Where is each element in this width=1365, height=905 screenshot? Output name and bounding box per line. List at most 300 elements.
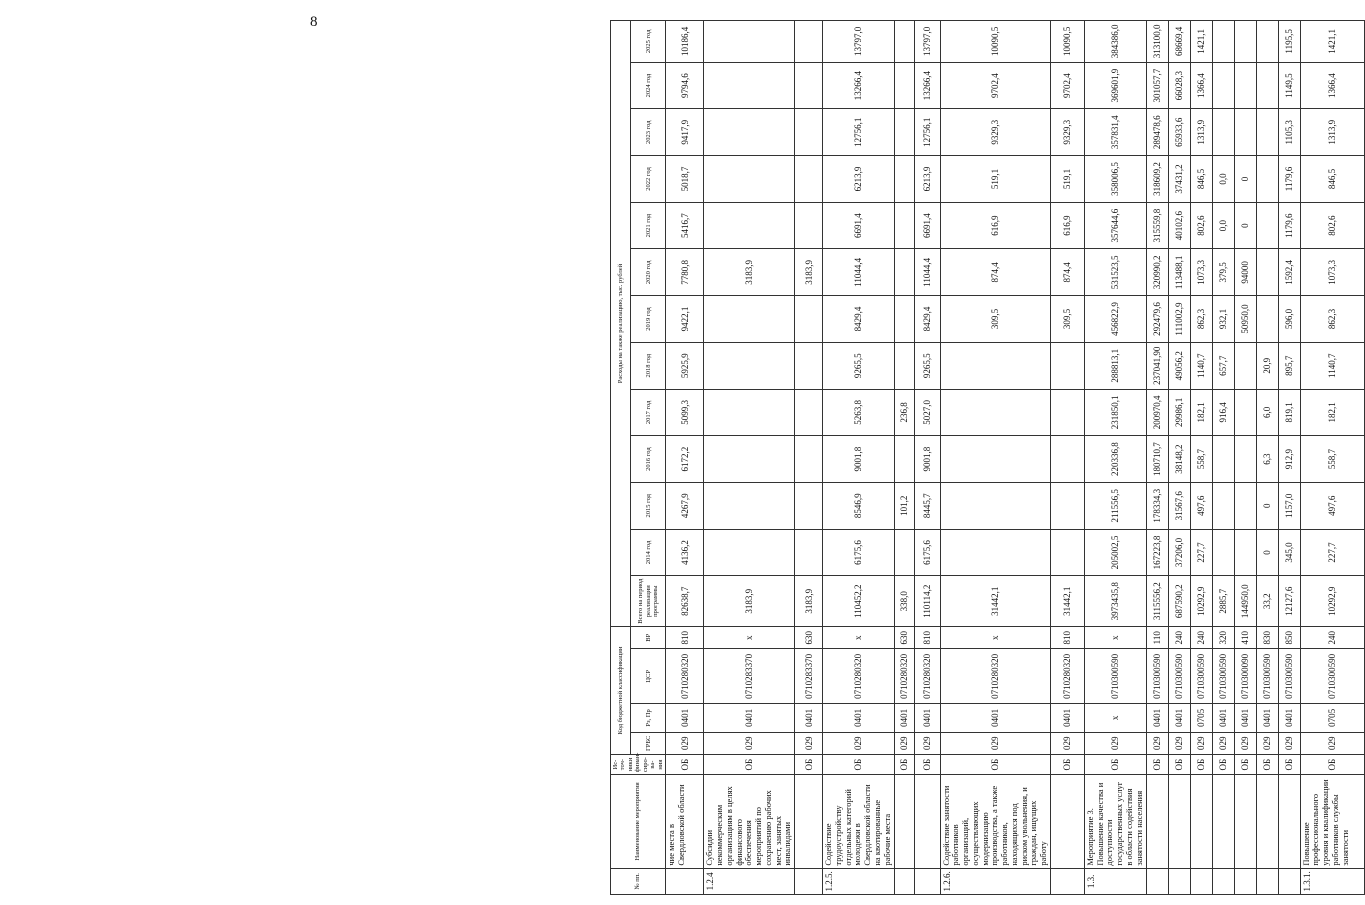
grbs-cell: 029 [666,732,704,754]
year-value-cell [1212,529,1234,576]
source-cell: ОБ [1212,754,1234,774]
grbs-cell: 029 [894,732,914,754]
total-cell: 110452,2 [823,576,894,627]
year-value-cell [894,109,914,156]
row-name [1050,775,1084,868]
row-name [795,775,823,868]
year-value-cell: 9417,9 [666,109,704,156]
year-value-cell: 912,9 [1278,436,1300,483]
source-cell: ОБ [914,754,940,774]
year-value-cell: 1149,5 [1278,62,1300,109]
header-year: 2023 год [631,109,666,156]
row-number: 1.3. [1084,868,1146,894]
year-value-cell [1212,482,1234,529]
row-number [1190,868,1212,894]
year-value-cell: 9794,6 [666,62,704,109]
year-value-cell: 3183,9 [795,249,823,296]
header-year: 2017 год [631,389,666,436]
total-cell: 110114,2 [914,576,940,627]
source-cell: ОБ [1190,754,1212,774]
year-value-cell: 236,8 [894,389,914,436]
row-number [1278,868,1300,894]
year-value-cell [795,389,823,436]
header-name: Наименование мероприятия [611,775,666,868]
grbs-cell: 029 [940,732,1050,754]
table-row [666,21,704,895]
year-value-cell: 12756,1 [914,109,940,156]
year-value-cell [1212,109,1234,156]
rzpr-cell: x [1084,704,1146,732]
year-value-cell: 596,0 [1278,296,1300,343]
year-value-cell: 497,6 [1300,482,1364,529]
table-body [666,21,1364,895]
total-cell: 31442,1 [940,576,1050,627]
year-value-cell: 11044,4 [823,249,894,296]
year-value-cell: 167223,8 [1146,529,1168,576]
grbs-cell: 029 [914,732,940,754]
year-value-cell [1256,109,1278,156]
row-number [1146,868,1168,894]
year-value-cell: 895,7 [1278,342,1300,389]
source-cell: ОБ [1234,754,1256,774]
year-value-cell [1256,21,1278,63]
rzpr-cell: 0705 [1190,704,1212,732]
year-value-cell: 558,7 [1190,436,1212,483]
year-value-cell [1234,436,1256,483]
rzpr-cell: 0401 [1212,704,1234,732]
year-value-cell: 7780,8 [666,249,704,296]
table-row [1212,21,1234,895]
year-value-cell: 6175,6 [914,529,940,576]
year-value-cell: 1179,6 [1278,202,1300,249]
csr-cell: 0710300590 [1168,649,1190,704]
year-value-cell: 1313,9 [1300,109,1364,156]
header-year: 2016 год [631,436,666,483]
year-value-cell [1256,296,1278,343]
source-cell: ОБ [704,754,795,774]
year-value-cell [894,62,914,109]
source-cell: ОБ [823,754,894,774]
year-value-cell: 384386,0 [1084,21,1146,63]
table-row [1168,21,1190,895]
year-value-cell [894,529,914,576]
year-value-cell: 13266,4 [914,62,940,109]
year-value-cell: 320990,2 [1146,249,1168,296]
csr-cell: 0710280320 [894,649,914,704]
year-value-cell: 9265,5 [914,342,940,389]
rzpr-cell: 0401 [1146,704,1168,732]
row-name: чие места в Свердловской области [666,775,704,868]
total-cell: 12127,6 [1278,576,1300,627]
total-cell: 10292,9 [1190,576,1212,627]
year-value-cell: 227,7 [1190,529,1212,576]
header-year: 2019 год [631,296,666,343]
year-value-cell: 205002,5 [1084,529,1146,576]
year-value-cell [894,342,914,389]
rzpr-cell: 0401 [1168,704,1190,732]
year-value-cell [795,21,823,63]
table-row [1084,21,1146,895]
grbs-cell: 029 [1256,732,1278,754]
year-value-cell: 1140,7 [1190,342,1212,389]
csr-cell: 0710300590 [1146,649,1168,704]
header-year: 2020 год [631,249,666,296]
row-name: Содействие трудоустройству отдельных категорий молодежи в Свердловской области на квотированные рабочие места [823,775,894,868]
budget-table [610,20,1365,895]
vr-cell: 410 [1234,627,1256,649]
year-value-cell: 66028,3 [1168,62,1190,109]
csr-cell: 0710283370 [704,649,795,704]
year-value-cell: 1366,4 [1190,62,1212,109]
header-year: 2025 год [631,21,666,63]
year-value-cell [704,389,795,436]
year-value-cell: 6691,4 [914,202,940,249]
csr-cell: 0710300590 [1256,649,1278,704]
year-value-cell: 846,5 [1300,156,1364,203]
year-value-cell: 65933,6 [1168,109,1190,156]
grbs-cell: 029 [795,732,823,754]
year-value-cell: 0 [1256,482,1278,529]
year-value-cell: 8546,9 [823,482,894,529]
year-value-cell: 8429,4 [914,296,940,343]
year-value-cell: 1366,4 [1300,62,1364,109]
row-number: 1.3.1. [1300,868,1364,894]
year-value-cell: 5925,9 [666,342,704,389]
grbs-cell: 029 [1300,732,1364,754]
row-name: Мероприятие 3. Повышение качества и доступности государственных услуг в области содействия занятости населения [1084,775,1146,868]
header-expenses-group: Расходы на также реализацию, тыс. рублей [611,21,631,627]
vr-cell: 850 [1278,627,1300,649]
year-value-cell: 11044,4 [914,249,940,296]
year-value-cell: 5027,0 [914,389,940,436]
total-cell: 3115556,2 [1146,576,1168,627]
header-year: 2022 год [631,156,666,203]
csr-cell: 0710300590 [1212,649,1234,704]
year-value-cell: 0 [1256,529,1278,576]
year-value-cell: 456822,9 [1084,296,1146,343]
year-value-cell: 12756,1 [823,109,894,156]
year-value-cell: 113488,1 [1168,249,1190,296]
year-value-cell: 357644,6 [1084,202,1146,249]
table-row [1190,21,1212,895]
source-cell: ОБ [1168,754,1190,774]
year-value-cell [1234,389,1256,436]
rzpr-cell: 0401 [795,704,823,732]
total-cell: 3973435,8 [1084,576,1146,627]
year-value-cell: 1105,3 [1278,109,1300,156]
year-value-cell: 4136,2 [666,529,704,576]
csr-cell: 0710300590 [1300,649,1364,704]
row-name [1278,775,1300,868]
row-number [666,868,704,894]
year-value-cell: 292479,6 [1146,296,1168,343]
year-value-cell: 4267,9 [666,482,704,529]
table-row [914,21,940,895]
year-value-cell: 345,0 [1278,529,1300,576]
year-value-cell: 8445,7 [914,482,940,529]
year-value-cell [704,109,795,156]
year-value-cell [1256,249,1278,296]
table-row [1278,21,1300,895]
year-value-cell [1050,482,1084,529]
year-value-cell: 5263,8 [823,389,894,436]
year-value-cell [795,62,823,109]
grbs-cell: 029 [1278,732,1300,754]
year-value-cell [1234,109,1256,156]
year-value-cell: 5018,7 [666,156,704,203]
year-value-cell: 301057,7 [1146,62,1168,109]
year-value-cell: 309,5 [1050,296,1084,343]
year-value-cell [1234,62,1256,109]
year-value-cell: 289478,6 [1146,109,1168,156]
year-value-cell: 1421,1 [1300,21,1364,63]
row-name [1146,775,1168,868]
vr-cell: 240 [1168,627,1190,649]
year-value-cell: 237041,90 [1146,342,1168,389]
table-row [894,21,914,895]
year-value-cell: 379,5 [1212,249,1234,296]
year-value-cell: 200970,4 [1146,389,1168,436]
year-value-cell: 932,1 [1212,296,1234,343]
total-cell: 82638,7 [666,576,704,627]
year-value-cell: 0 [1234,156,1256,203]
year-value-cell [894,202,914,249]
year-value-cell: 182,1 [1300,389,1364,436]
row-number [1234,868,1256,894]
year-value-cell: 50950,0 [1234,296,1256,343]
row-number [1168,868,1190,894]
year-value-cell [894,156,914,203]
year-value-cell: 9265,5 [823,342,894,389]
year-value-cell [1234,529,1256,576]
vr-cell: 810 [666,627,704,649]
rzpr-cell: 0705 [1300,704,1364,732]
csr-cell: 0710280320 [914,649,940,704]
row-number [914,868,940,894]
year-value-cell [704,296,795,343]
year-value-cell [894,21,914,63]
csr-cell: 0710280320 [940,649,1050,704]
grbs-cell: 029 [704,732,795,754]
grbs-cell: 029 [1146,732,1168,754]
source-cell: ОБ [1256,754,1278,774]
header-year: 2024 год [631,62,666,109]
year-value-cell: 6213,9 [823,156,894,203]
year-value-cell: 10090,5 [940,21,1050,63]
row-name [894,775,914,868]
year-value-cell: 9702,4 [940,62,1050,109]
year-value-cell: 6175,6 [823,529,894,576]
year-value-cell [1234,482,1256,529]
csr-cell: 0710300590 [1084,649,1146,704]
year-value-cell [894,296,914,343]
year-value-cell: 29986,1 [1168,389,1190,436]
total-cell: 687590,2 [1168,576,1190,627]
year-value-cell: 315559,8 [1146,202,1168,249]
source-cell: ОБ [1146,754,1168,774]
year-value-cell [1050,529,1084,576]
grbs-cell: 029 [1234,732,1256,754]
year-value-cell: 31567,6 [1168,482,1190,529]
vr-cell: 810 [914,627,940,649]
csr-cell: 0710300590 [1190,649,1212,704]
year-value-cell: 20,9 [1256,342,1278,389]
year-value-cell [704,156,795,203]
csr-cell: 0710300090 [1234,649,1256,704]
year-value-cell: 68669,4 [1168,21,1190,63]
total-cell: 31442,1 [1050,576,1084,627]
source-cell: ОБ [1084,754,1146,774]
grbs-cell: 029 [1168,732,1190,754]
grbs-cell: 029 [1190,732,1212,754]
vr-cell: x [1084,627,1146,649]
year-value-cell [1050,389,1084,436]
year-value-cell: 846,5 [1190,156,1212,203]
row-number: 1.2.5. [823,868,894,894]
total-cell: 3183,9 [795,576,823,627]
header-year: 2021 год [631,202,666,249]
year-value-cell: 916,4 [1212,389,1234,436]
year-value-cell [795,109,823,156]
header-no: № пп. [611,868,666,894]
csr-cell: 0710280320 [823,649,894,704]
year-value-cell [704,529,795,576]
year-value-cell [704,436,795,483]
header-grbs: ГРБС [631,732,666,754]
grbs-cell: 029 [1212,732,1234,754]
row-name [1190,775,1212,868]
year-value-cell: 616,9 [1050,202,1084,249]
year-value-cell: 13797,0 [914,21,940,63]
year-value-cell [940,436,1050,483]
year-value-cell [795,436,823,483]
row-number [795,868,823,894]
rzpr-cell: 0401 [1234,704,1256,732]
rzpr-cell: 0401 [1256,704,1278,732]
rzpr-cell: 0401 [823,704,894,732]
row-number: 1.2.4 [704,868,795,894]
year-value-cell: 9422,1 [666,296,704,343]
year-value-cell: 111002,9 [1168,296,1190,343]
vr-cell: 240 [1190,627,1212,649]
year-value-cell: 519,1 [1050,156,1084,203]
source-cell: ОБ [940,754,1050,774]
header-rzpr: Рз, Пр [631,704,666,732]
year-value-cell [795,342,823,389]
year-value-cell [1050,342,1084,389]
year-value-cell: 9001,8 [823,436,894,483]
vr-cell: 810 [1050,627,1084,649]
vr-cell: 630 [795,627,823,649]
year-value-cell [1256,156,1278,203]
year-value-cell: 318609,2 [1146,156,1168,203]
year-value-cell: 519,1 [940,156,1050,203]
year-value-cell: 3183,9 [704,249,795,296]
csr-cell: 0710280320 [1050,649,1084,704]
year-value-cell [940,342,1050,389]
year-value-cell: 180710,7 [1146,436,1168,483]
row-number: 1.2.6. [940,868,1050,894]
year-value-cell: 497,6 [1190,482,1212,529]
year-value-cell [1256,62,1278,109]
source-cell: ОБ [795,754,823,774]
year-value-cell [795,529,823,576]
page-number: 8 [310,14,318,30]
table-row [823,21,894,895]
year-value-cell: 40102,6 [1168,202,1190,249]
year-value-cell: 9702,4 [1050,62,1084,109]
table-row [795,21,823,895]
total-cell: 338,0 [894,576,914,627]
year-value-cell: 1140,7 [1300,342,1364,389]
year-value-cell: 0 [1234,202,1256,249]
year-value-cell [1256,202,1278,249]
vr-cell: x [940,627,1050,649]
year-value-cell: 1313,9 [1190,109,1212,156]
year-value-cell: 358006,5 [1084,156,1146,203]
year-value-cell [894,249,914,296]
row-number [1050,868,1084,894]
rzpr-cell: 0401 [666,704,704,732]
csr-cell: 0710300590 [1278,649,1300,704]
row-number [894,868,914,894]
row-name [1256,775,1278,868]
year-value-cell: 1179,6 [1278,156,1300,203]
year-value-cell: 1073,3 [1190,249,1212,296]
rotated-table-container [610,20,1350,895]
year-value-cell: 862,3 [1300,296,1364,343]
year-value-cell: 1592,4 [1278,249,1300,296]
header-vr: ВР [631,627,666,649]
year-value-cell [704,202,795,249]
year-value-cell [940,482,1050,529]
row-name: Субсидии некоммерческим организациям в целях финансового обеспечения мероприятий по сохранению рабочих мест, занятых инвалидами [704,775,795,868]
csr-cell: 0710280320 [666,649,704,704]
year-value-cell: 802,6 [1190,202,1212,249]
grbs-cell: 029 [823,732,894,754]
grbs-cell: 029 [1084,732,1146,754]
year-value-cell: 862,3 [1190,296,1212,343]
year-value-cell: 6213,9 [914,156,940,203]
row-name [1234,775,1256,868]
year-value-cell: 227,7 [1300,529,1364,576]
total-cell: 3183,9 [704,576,795,627]
rzpr-cell: 0401 [704,704,795,732]
vr-cell: 240 [1300,627,1364,649]
table-row [704,21,795,895]
row-name: Содействие занятости работников организаций, осуществляющих модернизацию производства, а также работников, находящихся под риском увольнения, и граждан, ищущих работу [940,775,1050,868]
year-value-cell [1234,342,1256,389]
rzpr-cell: 0401 [914,704,940,732]
year-value-cell: 1195,5 [1278,21,1300,63]
row-name: Повышение профессионального уровня и квалификации работников службы занятости [1300,775,1364,868]
year-value-cell: 0,0 [1212,156,1234,203]
year-value-cell: 37431,2 [1168,156,1190,203]
year-value-cell: 9001,8 [914,436,940,483]
year-value-cell: 874,4 [940,249,1050,296]
year-value-cell [795,202,823,249]
vr-cell: x [823,627,894,649]
year-value-cell: 101,2 [894,482,914,529]
header-year: 2018 год [631,342,666,389]
row-number [1256,868,1278,894]
year-value-cell: 6172,2 [666,436,704,483]
source-cell: ОБ [894,754,914,774]
vr-cell: x [704,627,795,649]
year-value-cell [704,62,795,109]
year-value-cell: 8429,4 [823,296,894,343]
grbs-cell: 029 [1050,732,1084,754]
